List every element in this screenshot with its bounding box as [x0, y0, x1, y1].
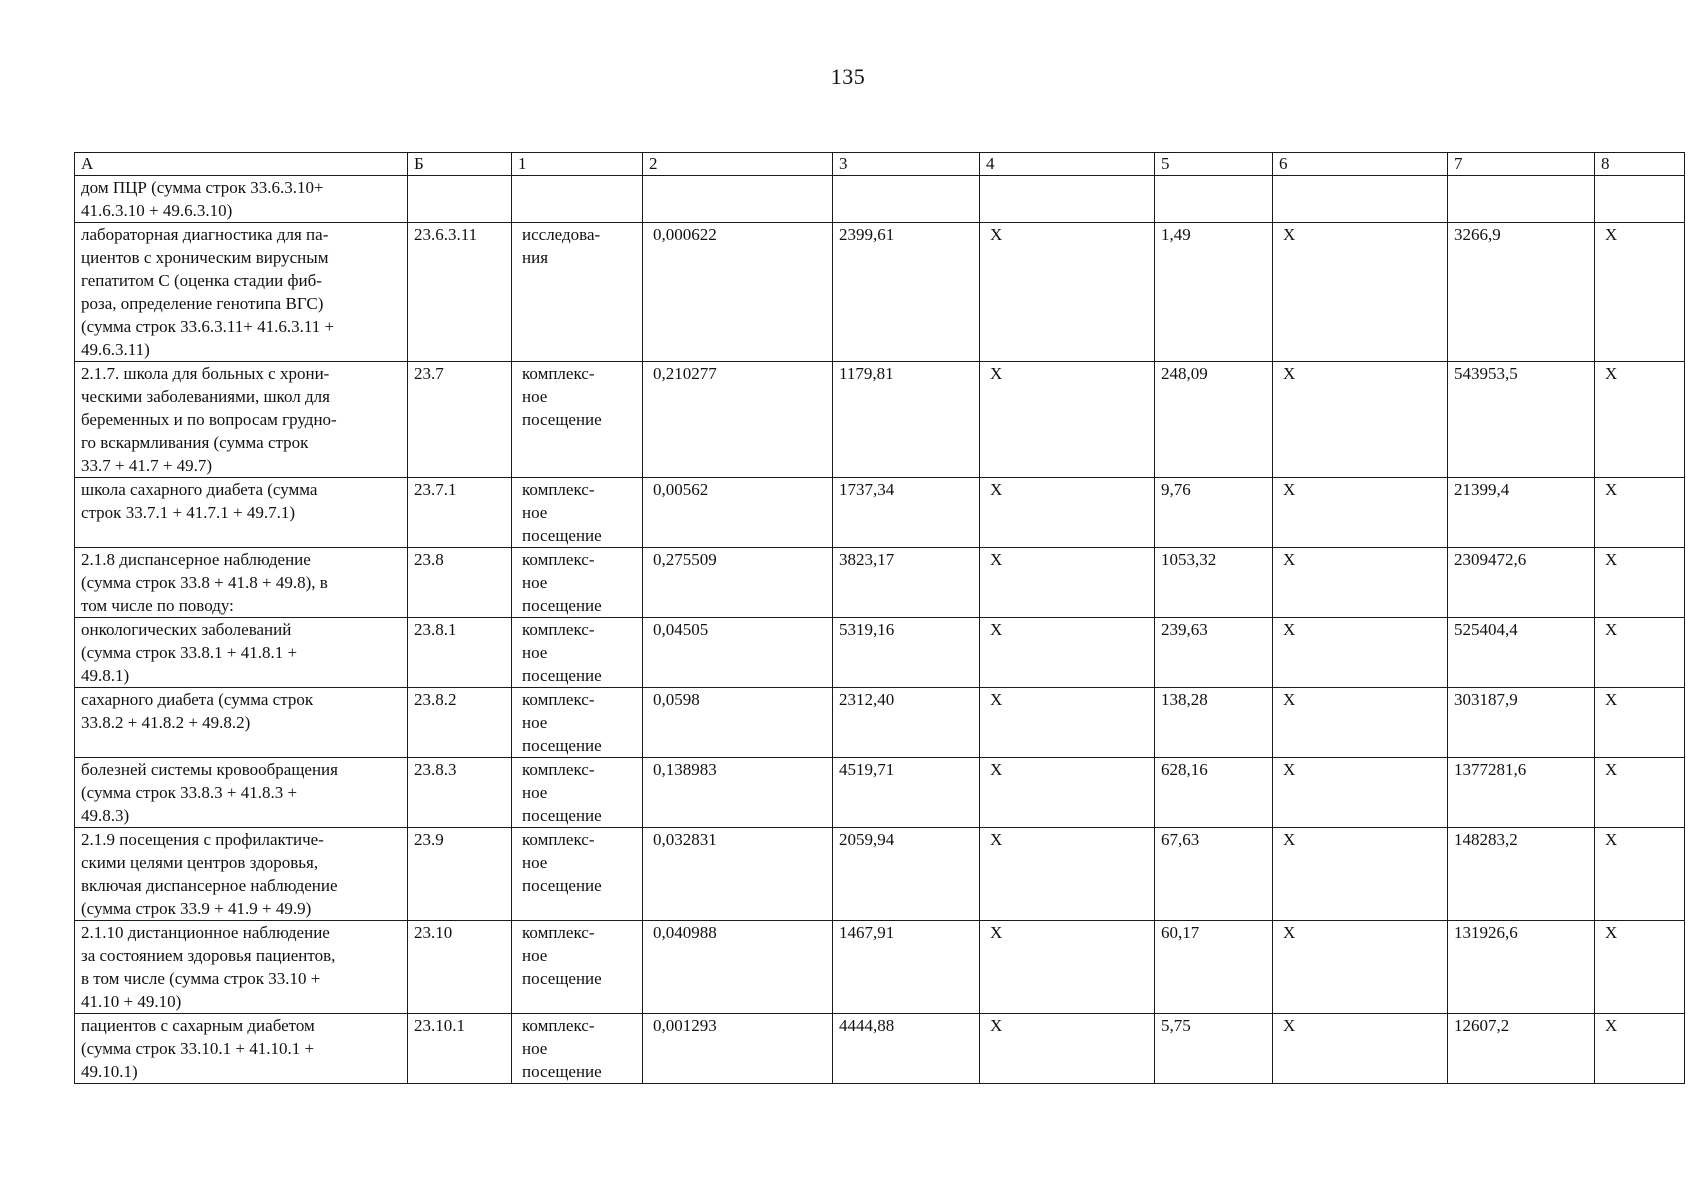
row-col-6: Х — [1273, 478, 1448, 548]
row-col-3 — [833, 176, 980, 223]
table-row — [75, 828, 1685, 921]
row-col-3: 2312,40 — [833, 688, 980, 758]
row-col-6: Х — [1273, 618, 1448, 688]
row-col-5: 5,75 — [1155, 1014, 1273, 1084]
row-col-5 — [1155, 176, 1273, 223]
table-row — [75, 223, 1685, 362]
table-row — [75, 548, 1685, 618]
row-description: пациентов с сахарным диабетом (сумма строк 33.10.1 + 41.10.1 + 49.10.1) — [75, 1014, 408, 1084]
row-code: 23.10 — [408, 921, 512, 1014]
header-cell-6: 6 — [1273, 153, 1448, 176]
row-col-4: Х — [980, 921, 1155, 1014]
row-col-2: 0,275509 — [643, 548, 833, 618]
row-col-4: Х — [980, 1014, 1155, 1084]
row-col-3: 4444,88 — [833, 1014, 980, 1084]
row-code: 23.8.1 — [408, 618, 512, 688]
row-code: 23.8.3 — [408, 758, 512, 828]
row-col-4: Х — [980, 548, 1155, 618]
row-code: 23.7.1 — [408, 478, 512, 548]
row-code: 23.10.1 — [408, 1014, 512, 1084]
row-col-2: 0,032831 — [643, 828, 833, 921]
row-col-7: 2309472,6 — [1448, 548, 1595, 618]
table-row — [75, 176, 1685, 223]
row-description: 2.1.8 диспансерное наблюдение (сумма строк 33.8 + 41.8 + 49.8), в том числе по поводу: — [75, 548, 408, 618]
row-col-7 — [1448, 176, 1595, 223]
data-table-container — [74, 152, 1684, 1084]
row-description: 2.1.10 дистанционное наблюдение за состоянием здоровья пациентов, в том числе (сумма строк 33.10 + 41.10 + 49.10) — [75, 921, 408, 1014]
row-description: 2.1.9 посещения с профилактиче- скими целями центров здоровья, включая диспансерное наблюдение (сумма строк 33.9 + 41.9 + 49.9) — [75, 828, 408, 921]
header-cell-2: 2 — [643, 153, 833, 176]
row-col-4: Х — [980, 362, 1155, 478]
row-col-6: Х — [1273, 828, 1448, 921]
row-col-8: Х — [1595, 758, 1685, 828]
row-col-8: Х — [1595, 828, 1685, 921]
row-col-6: Х — [1273, 921, 1448, 1014]
row-col-3: 4519,71 — [833, 758, 980, 828]
row-col-6: Х — [1273, 688, 1448, 758]
row-description: школа сахарного диабета (сумма строк 33.7.1 + 41.7.1 + 49.7.1) — [75, 478, 408, 548]
row-col-7: 148283,2 — [1448, 828, 1595, 921]
row-col-2: 0,001293 — [643, 1014, 833, 1084]
row-unit: комплекс- ное посещение — [512, 758, 643, 828]
row-col-3: 2059,94 — [833, 828, 980, 921]
row-code: 23.8 — [408, 548, 512, 618]
row-col-2 — [643, 176, 833, 223]
header-cell-5: 5 — [1155, 153, 1273, 176]
row-col-5: 628,16 — [1155, 758, 1273, 828]
row-col-4: Х — [980, 478, 1155, 548]
row-col-5: 1,49 — [1155, 223, 1273, 362]
row-col-6: Х — [1273, 1014, 1448, 1084]
row-col-8 — [1595, 176, 1685, 223]
row-col-7: 1377281,6 — [1448, 758, 1595, 828]
row-col-5: 239,63 — [1155, 618, 1273, 688]
row-unit: комплекс- ное посещение — [512, 1014, 643, 1084]
table-body — [75, 176, 1685, 1084]
row-col-2: 0,0598 — [643, 688, 833, 758]
header-row — [75, 153, 1685, 176]
row-description: онкологических заболеваний (сумма строк 33.8.1 + 41.8.1 + 49.8.1) — [75, 618, 408, 688]
row-col-8: Х — [1595, 478, 1685, 548]
header-cell-4: 4 — [980, 153, 1155, 176]
row-col-7: 525404,4 — [1448, 618, 1595, 688]
row-code: 23.7 — [408, 362, 512, 478]
row-code — [408, 176, 512, 223]
row-col-6: Х — [1273, 548, 1448, 618]
row-unit — [512, 176, 643, 223]
header-cell-1: 1 — [512, 153, 643, 176]
row-col-8: Х — [1595, 362, 1685, 478]
row-col-8: Х — [1595, 921, 1685, 1014]
row-code: 23.6.3.11 — [408, 223, 512, 362]
row-col-7: 303187,9 — [1448, 688, 1595, 758]
row-col-2: 0,000622 — [643, 223, 833, 362]
row-col-8: Х — [1595, 688, 1685, 758]
row-code: 23.8.2 — [408, 688, 512, 758]
row-col-2: 0,00562 — [643, 478, 833, 548]
data-table — [74, 152, 1685, 1084]
header-cell-a: А — [75, 153, 408, 176]
table-row — [75, 478, 1685, 548]
row-col-3: 2399,61 — [833, 223, 980, 362]
table-row — [75, 362, 1685, 478]
row-col-5: 9,76 — [1155, 478, 1273, 548]
row-col-7: 21399,4 — [1448, 478, 1595, 548]
row-description: дом ПЦР (сумма строк 33.6.3.10+ 41.6.3.10 + 49.6.3.10) — [75, 176, 408, 223]
row-col-3: 3823,17 — [833, 548, 980, 618]
row-col-4: Х — [980, 688, 1155, 758]
table-row — [75, 921, 1685, 1014]
row-col-5: 248,09 — [1155, 362, 1273, 478]
row-description: 2.1.7. школа для больных с хрони- ческими заболеваниями, школ для беременных и по вопросам грудно- го вскармливания (сумма строк 33.7 + 41.7 + 49.7) — [75, 362, 408, 478]
row-col-2: 0,04505 — [643, 618, 833, 688]
row-unit: комплекс- ное посещение — [512, 548, 643, 618]
row-col-3: 5319,16 — [833, 618, 980, 688]
row-col-7: 12607,2 — [1448, 1014, 1595, 1084]
row-col-7: 543953,5 — [1448, 362, 1595, 478]
header-cell-b: Б — [408, 153, 512, 176]
row-col-5: 138,28 — [1155, 688, 1273, 758]
table-row — [75, 758, 1685, 828]
row-col-4: Х — [980, 223, 1155, 362]
row-col-6: Х — [1273, 758, 1448, 828]
row-col-8: Х — [1595, 618, 1685, 688]
row-col-6: Х — [1273, 362, 1448, 478]
table-row — [75, 618, 1685, 688]
row-col-6 — [1273, 176, 1448, 223]
table-row — [75, 1014, 1685, 1084]
page-number: 135 — [830, 64, 866, 89]
row-unit: комплекс- ное посещение — [512, 478, 643, 548]
table-header — [75, 153, 1685, 176]
row-col-2: 0,040988 — [643, 921, 833, 1014]
row-col-4: Х — [980, 758, 1155, 828]
row-col-6: Х — [1273, 223, 1448, 362]
row-col-2: 0,138983 — [643, 758, 833, 828]
row-col-4 — [980, 176, 1155, 223]
header-cell-3: 3 — [833, 153, 980, 176]
row-code: 23.9 — [408, 828, 512, 921]
row-col-7: 3266,9 — [1448, 223, 1595, 362]
table-row — [75, 688, 1685, 758]
row-unit: комплекс- ное посещение — [512, 828, 643, 921]
row-description: болезней системы кровообращения (сумма строк 33.8.3 + 41.8.3 + 49.8.3) — [75, 758, 408, 828]
row-col-4: Х — [980, 618, 1155, 688]
row-col-8: Х — [1595, 1014, 1685, 1084]
row-col-8: Х — [1595, 548, 1685, 618]
row-col-3: 1737,34 — [833, 478, 980, 548]
row-col-5: 1053,32 — [1155, 548, 1273, 618]
row-col-5: 60,17 — [1155, 921, 1273, 1014]
row-col-7: 131926,6 — [1448, 921, 1595, 1014]
row-col-3: 1467,91 — [833, 921, 980, 1014]
row-unit: исследова- ния — [512, 223, 643, 362]
row-unit: комплекс- ное посещение — [512, 618, 643, 688]
row-col-4: Х — [980, 828, 1155, 921]
row-description: сахарного диабета (сумма строк 33.8.2 + 41.8.2 + 49.8.2) — [75, 688, 408, 758]
row-col-8: Х — [1595, 223, 1685, 362]
row-col-5: 67,63 — [1155, 828, 1273, 921]
row-description: лабораторная диагностика для па- циентов с хроническим вирусным гепатитом С (оценка стадии фиб- роза, определение генотипа ВГС) (сумма строк 33.6.3.11+ 41.6.3.11 + 49.6.3.11) — [75, 223, 408, 362]
header-cell-8: 8 — [1595, 153, 1685, 176]
row-unit: комплекс- ное посещение — [512, 688, 643, 758]
row-unit: комплекс- ное посещение — [512, 362, 643, 478]
row-col-2: 0,210277 — [643, 362, 833, 478]
row-col-3: 1179,81 — [833, 362, 980, 478]
header-cell-7: 7 — [1448, 153, 1595, 176]
row-unit: комплекс- ное посещение — [512, 921, 643, 1014]
